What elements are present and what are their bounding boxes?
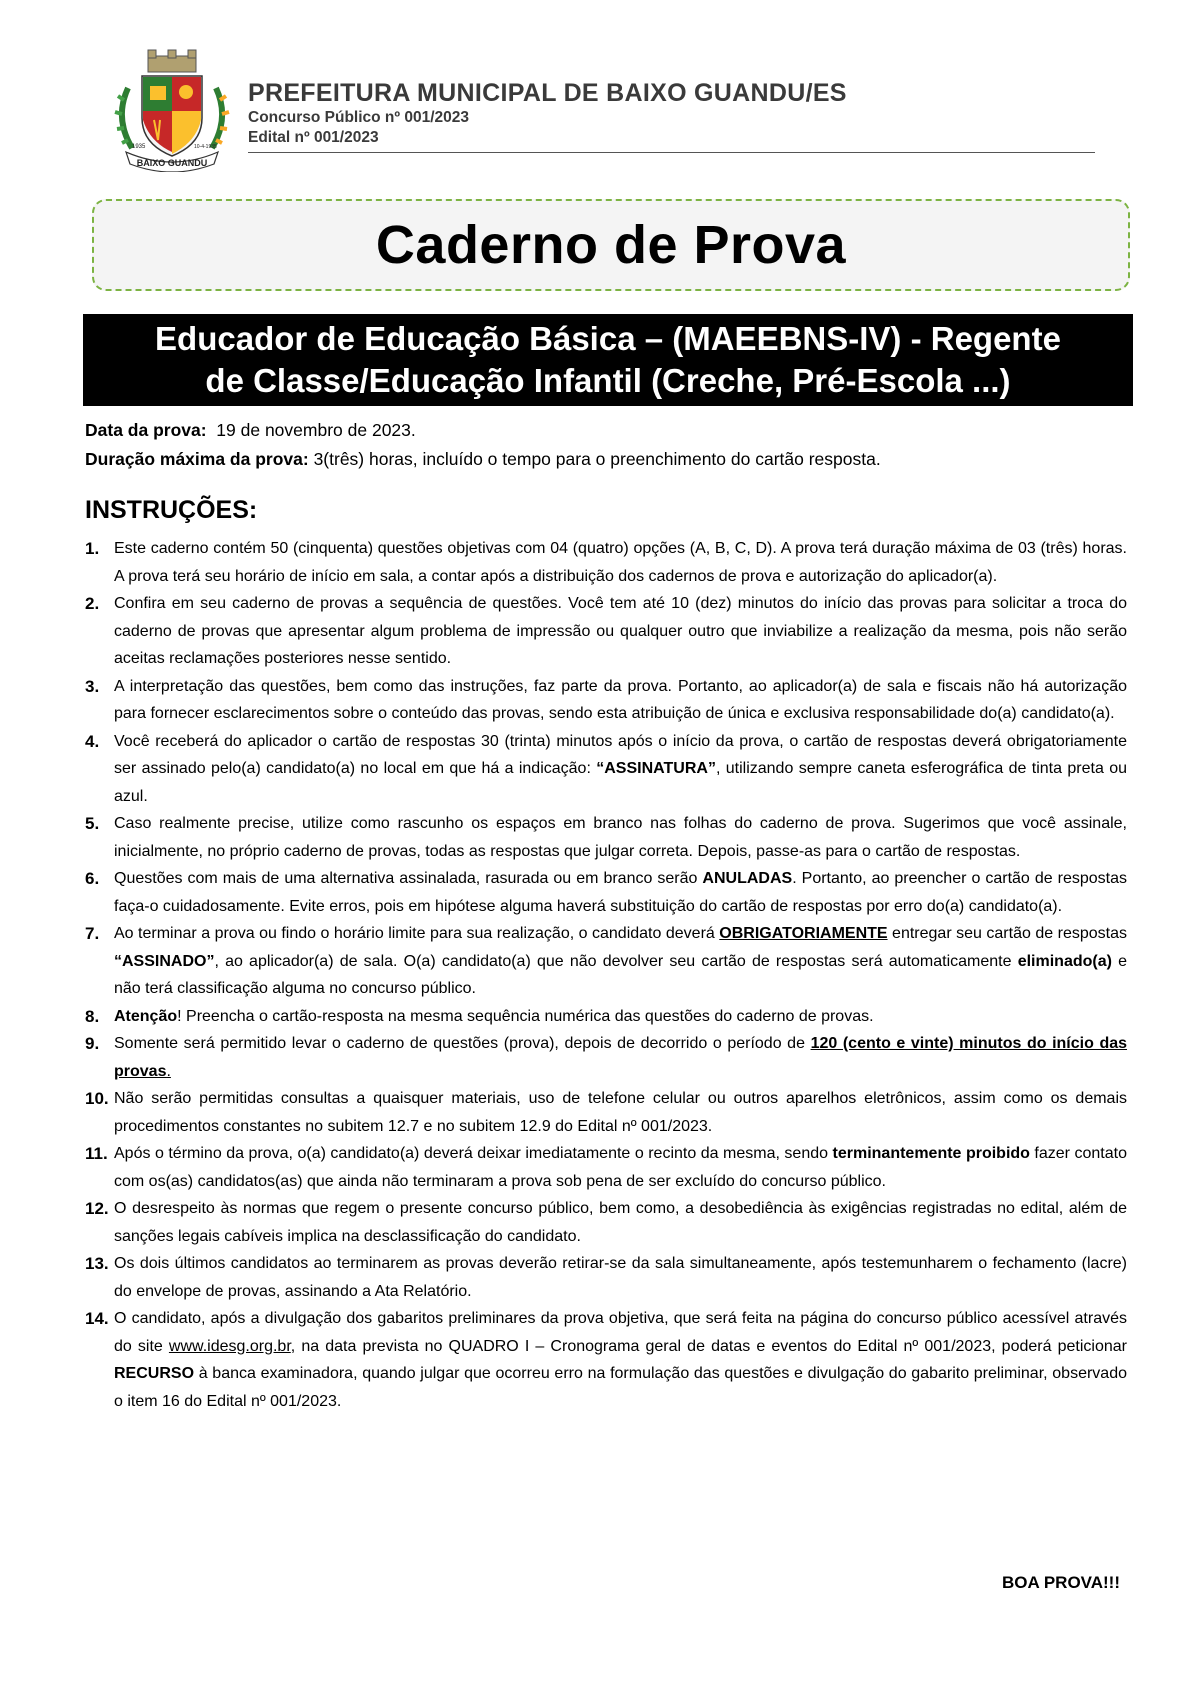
instruction-number: 7. (85, 924, 100, 943)
instruction-text: terminantemente proibido (832, 1145, 1030, 1162)
instruction-text: Caso realmente precise, utilize como rascunho os espaços em branco nas folhas do caderno de prova. Sugerimos que você assinale, inicialmente, no próprio caderno de provas, todas as respostas que julgar correta. Depois, passe-as para o cartão de respostas. (114, 815, 1127, 860)
instruction-text: eliminado(a) (1017, 952, 1112, 970)
instruction-item (85, 1195, 1127, 1250)
instruction-text: RECURSO (114, 1365, 195, 1382)
instruction-text: Não serão permitidas consultas a quaisquer materiais, uso de telefone celular ou outros aparelhos eletrônicos, assim como os demais procedimentos constantes no subitem 12.7 e no subitem 12.9 do Edital nº 001/2023. (114, 1090, 1127, 1135)
instruction-text: Você receberá do aplicador o cartão de respostas 30 (trinta) minutos após o início da prova, o cartão de respostas deverá obrigatoriamente ser assinado pelo(a) candidato(a) no local em que há a indicação: (114, 732, 1127, 777)
exam-duration-label: Duração máxima da prova: (85, 449, 309, 469)
crest-ribbon-text: BAIXO GUANDU (136, 158, 208, 168)
instruction-number: 13. (85, 1254, 109, 1273)
position-line-2: de Classe/Educação Infantil (Creche, Pré-Escola ...) (205, 362, 1011, 399)
instruction-item (85, 810, 1127, 865)
instruction-number: 2. (85, 594, 100, 613)
municipal-crest-logo (110, 48, 234, 172)
instruction-text: Os dois últimos candidatos ao terminarem as provas deverão retirar-se da sala simultaneamente, após testemunharem o fechamento (lacre) do envelope de provas, assinando a Ata Relatório. (114, 1255, 1127, 1300)
site-link[interactable]: www.idesg.org.br (168, 1337, 291, 1355)
instruction-item (85, 1003, 1127, 1031)
instructions-heading: INSTRUÇÕES: (85, 496, 258, 524)
prefeitura-title: PREFEITURA MUNICIPAL DE BAIXO GUANDU/ES (248, 79, 847, 107)
instruction-text: Questões com mais de uma alternativa assinalada, rasurada ou em branco serão (114, 870, 703, 887)
exam-date-label: Data da prova: (85, 420, 207, 440)
instruction-item (85, 1250, 1127, 1305)
instruction-number: 10. (85, 1089, 109, 1108)
instruction-text: à banca examinadora, quando julgar que ocorreu erro na formulação das questões e divulgação do gabarito preliminar, observado o item 16 do Edital nº 001/2023. (114, 1365, 1127, 1410)
exam-meta (85, 416, 1135, 474)
instruction-text: , na data prevista no QUADRO I – Cronograma geral de datas e eventos do Edital nº 001/2023, poderá peticionar (290, 1337, 1127, 1355)
instruction-text: Ao terminar a prova ou findo o horário limite para sua realização, o candidato deverá (114, 925, 720, 942)
instruction-text: Atenção (114, 1007, 178, 1025)
instruction-text: O candidato, após a divulgação dos gabaritos preliminares da prova objetiva, que será feita na página do concurso público acessível através do site (114, 1310, 1127, 1355)
position-banner (83, 314, 1133, 406)
instruction-item (85, 590, 1127, 673)
instructions-list (85, 535, 1127, 1415)
instruction-text: “ASSINADO” (114, 952, 215, 970)
instruction-text: Somente será permitido levar o caderno de questões (prova), depois de decorrido o período de (114, 1035, 811, 1052)
instruction-number: 14. (85, 1309, 109, 1328)
title-frame (92, 199, 1130, 291)
instruction-item (85, 1085, 1127, 1140)
instruction-text: Após o término da prova, o(a) candidato(a) deverá deixar imediatamente o recinto da mesma, sendo (114, 1145, 833, 1162)
exam-date-value: 19 de novembro de 2023. (216, 420, 416, 440)
instruction-item (85, 673, 1127, 728)
instruction-number: 4. (85, 731, 100, 751)
instruction-number: 3. (85, 676, 100, 696)
edital-number: Edital nº 001/2023 (248, 129, 379, 146)
exam-duration-value: 3(três) horas, incluído o tempo para o preenchimento do cartão resposta. (313, 449, 881, 469)
instruction-item (85, 1030, 1127, 1085)
exam-duration-row (85, 445, 1135, 474)
instruction-number: 6. (85, 869, 100, 888)
concurso-number: Concurso Público nº 001/2023 (248, 109, 470, 126)
instruction-item (85, 865, 1127, 920)
closing-message: BOA PROVA!!! (1001, 1573, 1120, 1592)
instruction-number: 5. (85, 814, 100, 833)
document-title: Caderno de Prova (375, 215, 847, 275)
instruction-text: O desrespeito às normas que regem o presente concurso público, bem como, a desobediência às exigências registradas no edital, além de sanções legais cabíveis implica na desclassificação do candidato. (114, 1200, 1127, 1245)
instruction-item (85, 535, 1127, 590)
instruction-text: . (166, 1062, 171, 1080)
crest-year-left: 1935 (132, 144, 146, 150)
exam-date-row (85, 416, 1135, 445)
instruction-number: 1. (85, 539, 100, 558)
instruction-number: 12. (85, 1199, 109, 1218)
instruction-number: 9. (85, 1034, 100, 1053)
instruction-text: Confira em seu caderno de provas a sequência de questões. Você tem até 10 (dez) minutos do início das provas para solicitar a troca do caderno de provas que apresentar algum problema de impressão ou qualquer outro que inviabilize a realização da mesma, pois não serão aceitas reclamações posteriores nesse sentido. (114, 595, 1127, 667)
header-text-block (248, 78, 1093, 148)
instruction-text: entregar seu cartão de respostas (887, 925, 1127, 942)
page-header (110, 48, 1095, 168)
instruction-item (85, 1140, 1127, 1195)
header-divider (248, 152, 1095, 153)
instruction-text: e não terá classificação alguma no concurso público. (114, 952, 1128, 997)
instruction-text: “ASSINATURA” (596, 760, 716, 777)
instruction-text: ANULADAS (702, 870, 793, 887)
instruction-text: , utilizando sempre caneta esferográfica de tinta preta ou azul. (114, 760, 1127, 805)
instruction-item (85, 1305, 1127, 1415)
instruction-text: 120 (cento e vinte) minutos do início das provas (114, 1035, 1128, 1080)
instruction-text: . Portanto, ao preencher o cartão de respostas faça-o cuidadosamente. Evite erros, pois em hipótese alguma haverá substituição do cartão de respostas por erro do(a) candidato(a). (114, 870, 1127, 915)
instruction-number: 8. (85, 1006, 100, 1026)
crest-year-right: 10-4-1935 (194, 144, 217, 150)
instruction-text: fazer contato com os(as) candidatos(as) que ainda não terminaram a prova sob pena de ser excluído do concurso público. (114, 1145, 1127, 1190)
instruction-text: A interpretação das questões, bem como das instruções, faz parte da prova. Portanto, ao aplicador(a) de sala e fiscais não há autorização para fornecer esclarecimentos sobre o conteúdo das provas, sendo esta atribuição de única e exclusiva responsabilidade do(a) candidato(a). (114, 677, 1127, 722)
instruction-item (85, 920, 1127, 1003)
position-line-1: Educador de Educação Básica – (MAEEBNS-IV) - Regente (155, 320, 1061, 357)
instruction-text: OBRIGATORIAMENTE (719, 925, 888, 942)
instruction-number: 11. (85, 1144, 108, 1163)
instruction-text: Este caderno contém 50 (cinquenta) questões objetivas com 04 (quatro) opções (A, B, C, D). A prova terá duração máxima de 03 (três) horas. A prova terá seu horário de início em sala, a contar após a distribuição dos cadernos de prova e autorização do aplicador(a). (114, 540, 1127, 585)
instruction-text: ! Preencha o cartão-resposta na mesma sequência numérica das questões do caderno de provas. (177, 1007, 874, 1025)
instruction-text: , ao aplicador(a) de sala. O(a) candidato(a) que não devolver seu cartão de respostas será automaticamente (214, 952, 1018, 970)
instruction-item (85, 728, 1127, 811)
